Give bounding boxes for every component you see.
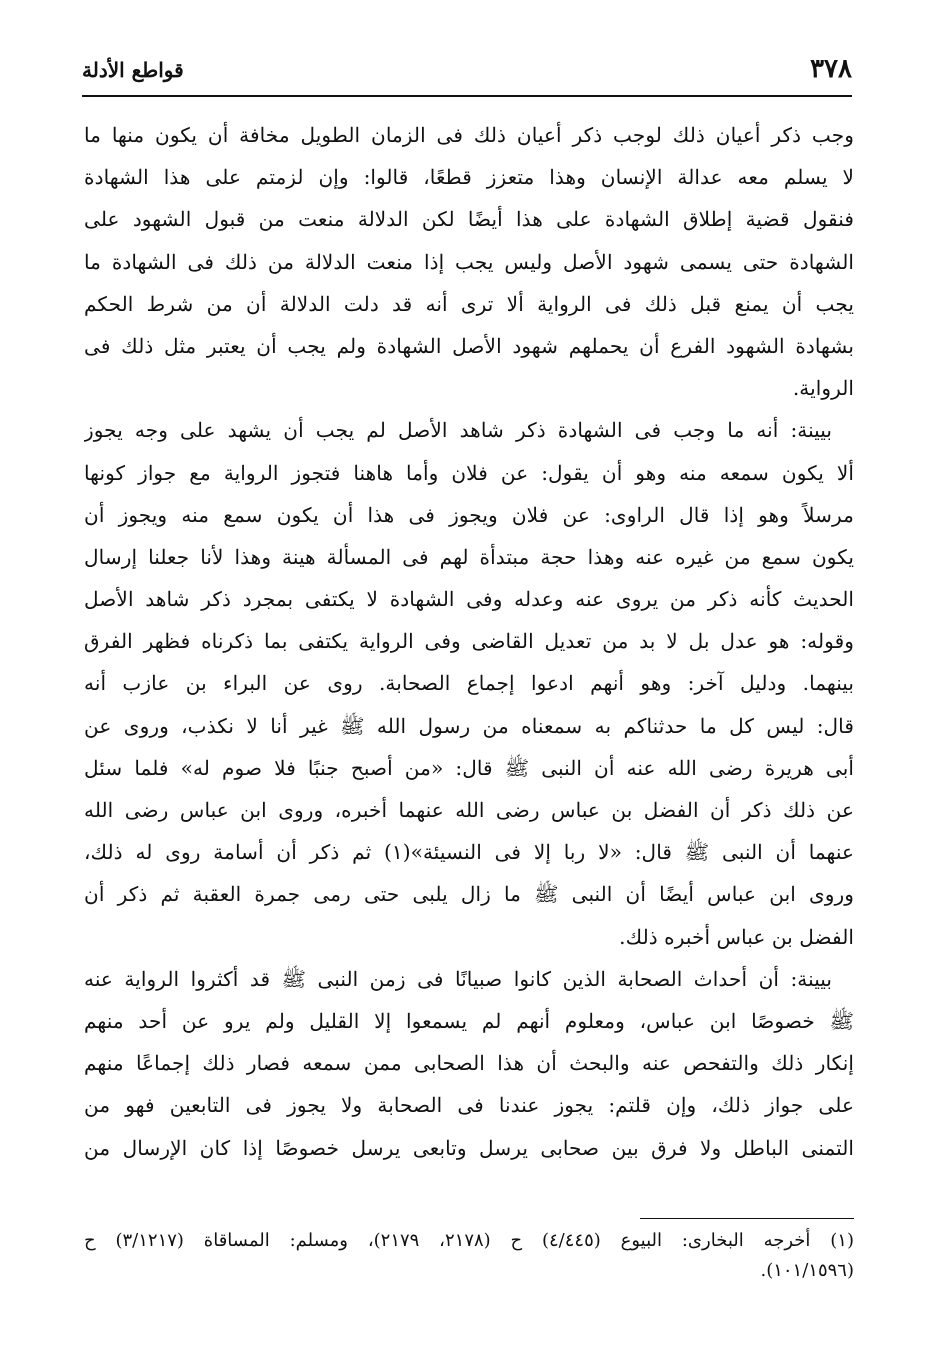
page-number: ٣٧٨ <box>810 54 852 84</box>
text-line: وجب ذكر أعيان ذلك لوجب ذكر أعيان ذلك فى الزمان الطويل مخافة أن يكون منها ما <box>84 123 854 147</box>
text-line: يكون سمع من غيره عنه وهذا حجة مبتدأة لهم فى المسألة هينة وهذا لأنا جعلنا إرسال <box>84 544 854 569</box>
text-line: الرواية. <box>792 376 854 401</box>
footnotes <box>84 1226 854 1286</box>
text-line: قال: ليس كل ما حدثناكم به سمعناه من رسول الله ﷺ غير أنا لا نكذب، وروى عن <box>84 713 854 738</box>
text-line: عنهما أن النبى ﷺ قال: «لا ربا إلا فى النسيئة»(١) ثم ذكر أن أسامة روى له ذلك، <box>84 840 854 865</box>
footnote-line: (١) أخرجه البخارى: البيوع (٤/٤٤٥) ح (٢١٧٨، ٢١٧٩)، ومسلم: المساقاة (٣/١٢١٧) ح <box>84 1230 854 1251</box>
text-line: الشهادة حتى يسمى شهود الأصل وليس يجب إذا منعت الدلالة من ذلك فى الشهادة ما <box>84 249 854 274</box>
footnote-separator <box>640 1218 854 1219</box>
text-line: ﷺ خصوصًا ابن عباس، ومعلوم أنهم لم يسمعوا إلا القليل ولم يرو عن أحد منهم <box>84 1008 854 1033</box>
book-title: قواطع الأدلة <box>82 58 184 82</box>
text-line: إنكار ذلك والتفحص عنه والبحث أن هذا الصحابى ممن سمعه فصار ذلك إجماعًا منهم <box>84 1051 854 1076</box>
footnote-line: (١٠١/١٥٩٦). <box>760 1260 854 1281</box>
body-text <box>84 114 854 1169</box>
header-rule <box>82 95 852 97</box>
paragraph-start-line: بيينة: أن أحداث الصحابة الذين كانوا صبيانًا فى زمن النبى ﷺ قد أكثروا الرواية عنه <box>84 966 832 991</box>
text-line: عن ذلك ذكر أن الفضل بن عباس رضى الله عنهما أخبره، وروى ابن عباس رضى الله <box>84 798 854 822</box>
text-line: الحديث كأنه ذكر من يروى عنه وعدله وفى الشهادة لا يكتفى بمجرد ذكر شاهد الأصل <box>84 587 854 612</box>
paragraph-start-line: بيينة: أنه ما وجب فى الشهادة ذكر شاهد الأصل لم يجب أن يشهد على وجه يجوز <box>84 418 832 443</box>
text-line: على جواز ذلك، وإن قلتم: يجوز عندنا فى الصحابة ولا يجوز فى التابعين فهو من <box>84 1093 854 1118</box>
text-line: وروى ابن عباس أيضًا أن النبى ﷺ ما زال يلبى حتى رمى جمرة العقبة ثم ذكر أن <box>84 882 854 907</box>
text-line: أبى هريرة رضى الله عنه أن النبى ﷺ قال: «من أصبح جنبًا فلا صوم له» فلما سئل <box>84 755 854 780</box>
text-line: الفضل بن عباس أخبره ذلك. <box>619 924 854 949</box>
text-line: فنقول قضية إطلاق الشهادة على هذا أيضًا لكن الدلالة منعت من قبول الشهود على <box>84 207 854 232</box>
text-line: يجب أن يمنع قبل ذلك فى الرواية ألا ترى أنه قد دلت الدلالة أن من شرط الحكم <box>84 291 854 316</box>
running-head <box>82 52 852 92</box>
text-line: بشهادة الشهود الفرع أن يحملهم شهود الأصل الشهادة ولم يجب أن يعتبر مثل ذلك فى <box>84 333 854 358</box>
text-line: مرسلاً وهو إذا قال الراوى: عن فلان ويجوز فى هذا أن يكون سمع منه ويجوز أن <box>84 502 854 527</box>
text-line: لا يسلم معه عدالة الإنسان وهذا متعزز قطعًا، قالوا: وإن لزمتم على هذا الشهادة <box>84 165 854 190</box>
text-line: التمنى الباطل ولا فرق بين صحابى يرسل وتابعى يرسل خصوصًا إذا كان الإرسال من <box>84 1135 854 1160</box>
text-line: بينهما. ودليل آخر: وهو أنهم ادعوا إجماع الصحابة. روى عن البراء بن عازب أنه <box>84 671 854 696</box>
text-line: ألا يكون سمعه منه وهو أن يقول: عن فلان وأما هاهنا فتجوز الرواية مع جواز كونها <box>84 460 854 485</box>
text-line: وقوله: هو عدل بل لا بد من تعديل القاضى وفى الرواية يكتفى بما ذكرناه فظهر الفرق <box>84 629 854 654</box>
